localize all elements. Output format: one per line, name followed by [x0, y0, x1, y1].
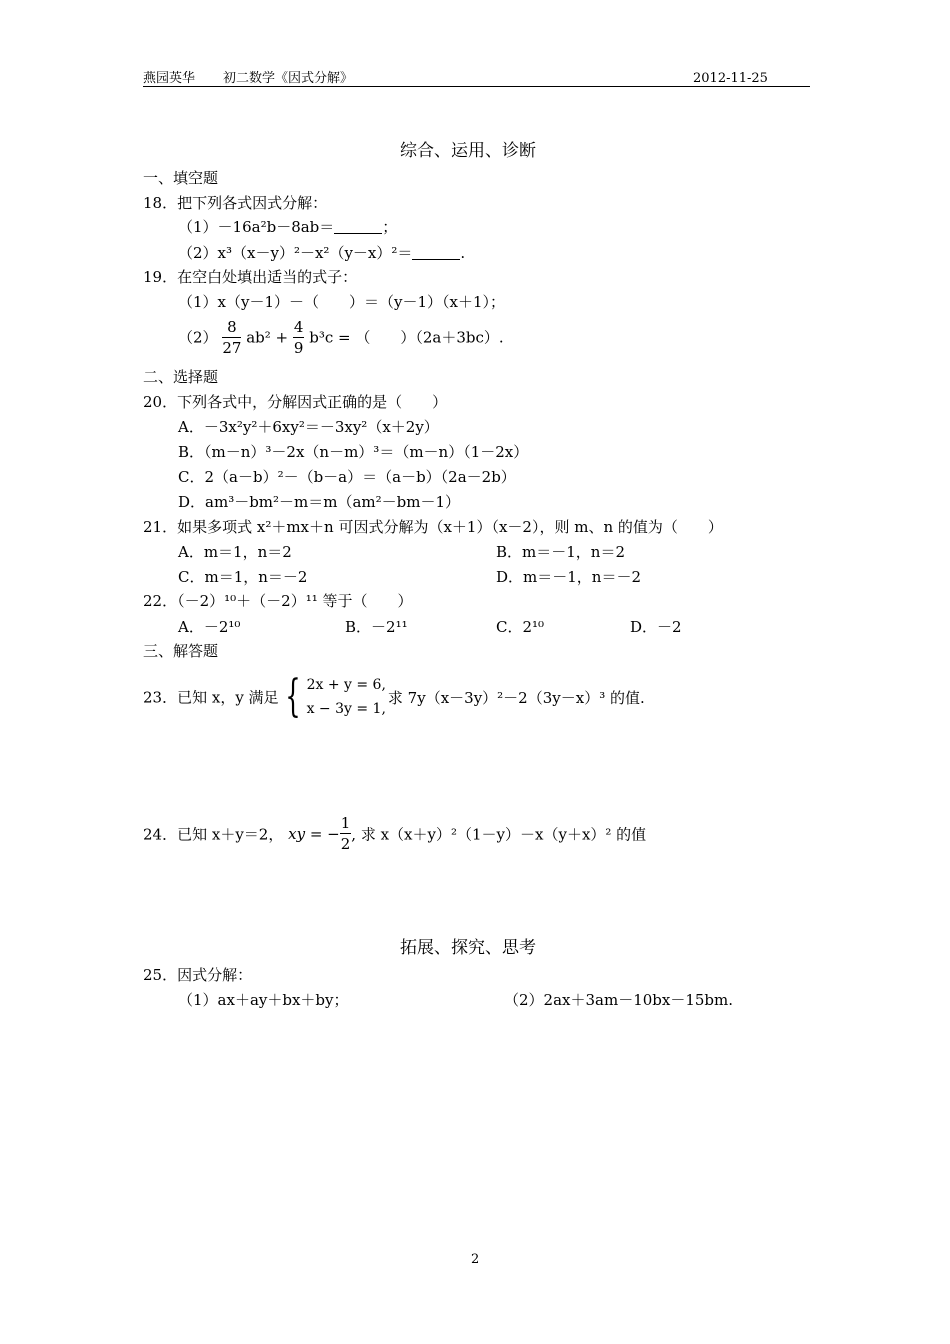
fraction-numerator: 4	[293, 318, 304, 336]
q21-option-c: C．m＝1，n＝－2	[178, 568, 308, 586]
q22-option-d: D．－2	[630, 618, 682, 636]
q20-stem: 20．下列各式中，分解因式正确的是（ ）	[143, 393, 448, 411]
q19-stem: 19．在空白处填出适当的式子：	[143, 268, 358, 286]
q24-prefix: 24．已知 x＋y＝2，	[143, 825, 284, 844]
q22-option-b: B．－2¹¹	[345, 618, 408, 636]
q18-stem: 18．把下列各式因式分解：	[143, 194, 328, 212]
q21-option-a: A．m＝1，n＝2	[178, 543, 292, 561]
brace-icon: {	[284, 671, 301, 722]
header-date: 2012-11-25	[693, 71, 768, 86]
fraction-denominator: 9	[293, 339, 304, 357]
q18-sub1-label: （1）	[178, 218, 218, 236]
q19-sub2-label: （2）	[178, 328, 218, 347]
equation-1: 2x + y = 6,	[306, 677, 386, 693]
q23-suffix: 求 7y（x－3y）²－2（3y－x）³ 的值.	[387, 688, 645, 707]
q18-sub1-tail: ；	[382, 218, 398, 236]
part-title-choice: 二、选择题	[143, 368, 219, 386]
q18-sub2-expr: x³（x－y）²－x²（y－x）²＝	[217, 244, 413, 262]
equation-system	[307, 673, 386, 721]
fraction	[340, 816, 352, 852]
q19-sub1: （1）x（y－1）－（ ）＝（y－1）（x＋1）；	[178, 293, 506, 311]
page-number: 2	[471, 1252, 480, 1267]
q18-sub1	[178, 220, 397, 235]
q19-sub2-tail: b³c = （ ）（2a＋3bc）.	[309, 328, 504, 347]
q24	[143, 816, 646, 852]
q19-sub2	[178, 320, 504, 356]
q23	[143, 673, 645, 721]
section-title-2: 拓展、探究、思考	[400, 938, 536, 958]
fraction	[293, 320, 305, 356]
part-title-fill: 一、填空题	[143, 169, 219, 187]
q21-option-d: D．m＝－1，n＝－2	[496, 568, 641, 586]
fraction-numerator: 1	[340, 814, 351, 832]
q20-option-a: A．－3x²y²＋6xy²＝－3xy²（x＋2y）	[178, 418, 439, 436]
part-title-solve: 三、解答题	[143, 642, 219, 660]
q25-sub2: （2）2ax＋3am－10bx－15bm.	[504, 991, 734, 1009]
fraction-denominator: 2	[340, 835, 351, 853]
q22-option-a: A．－2¹⁰	[178, 618, 241, 636]
header-rule	[143, 86, 810, 87]
q21-option-b: B．m＝－1，n＝2	[496, 543, 625, 561]
q25-sub1: （1）ax＋ay＋bx＋by；	[178, 991, 349, 1009]
fraction-denominator: 27	[222, 339, 242, 357]
q25-stem: 25．因式分解：	[143, 966, 253, 984]
equation-2: x − 3y = 1,	[306, 701, 386, 717]
q23-prefix: 23．已知 x，y 满足	[143, 688, 279, 707]
answer-blank	[412, 247, 460, 260]
q18-sub2	[178, 246, 465, 261]
fraction	[222, 320, 241, 356]
q22-option-c: C．2¹⁰	[496, 618, 545, 636]
q20-option-c: C．2（a－b）²－（b－a）＝（a－b）（2a－2b）	[178, 468, 516, 486]
q24-xy: xy = −	[288, 825, 340, 843]
fraction-numerator: 8	[222, 320, 241, 338]
q20-option-b: B．（m－n）³－2x（n－m）³＝（m－n）（1－2x）	[178, 443, 529, 461]
q19-sub2-mid: ab² +	[246, 328, 289, 347]
q18-sub1-expr: －16a²b－8ab＝	[217, 218, 335, 236]
answer-blank	[334, 221, 382, 234]
q21-stem: 21．如果多项式 x²＋mx＋n 可因式分解为（x＋1）（x－2），则 m、n 的值为（ ）	[143, 518, 723, 536]
q20-option-d: D．am³－bm²－m＝m（am²－bm－1）	[178, 493, 461, 511]
q24-suffix: , 求 x（x＋y）²（1－y）－x（y＋x）² 的值	[351, 825, 647, 844]
header-school: 燕园英华	[143, 71, 196, 86]
header-course: 初二数学《因式分解》	[223, 71, 354, 86]
q18-sub2-label: （2）	[178, 244, 218, 262]
q18-sub2-tail: .	[460, 244, 466, 262]
section-title-1: 综合、运用、诊断	[400, 141, 536, 161]
q22-stem: 22．（－2）¹⁰＋（－2）¹¹ 等于（ ）	[143, 592, 413, 610]
